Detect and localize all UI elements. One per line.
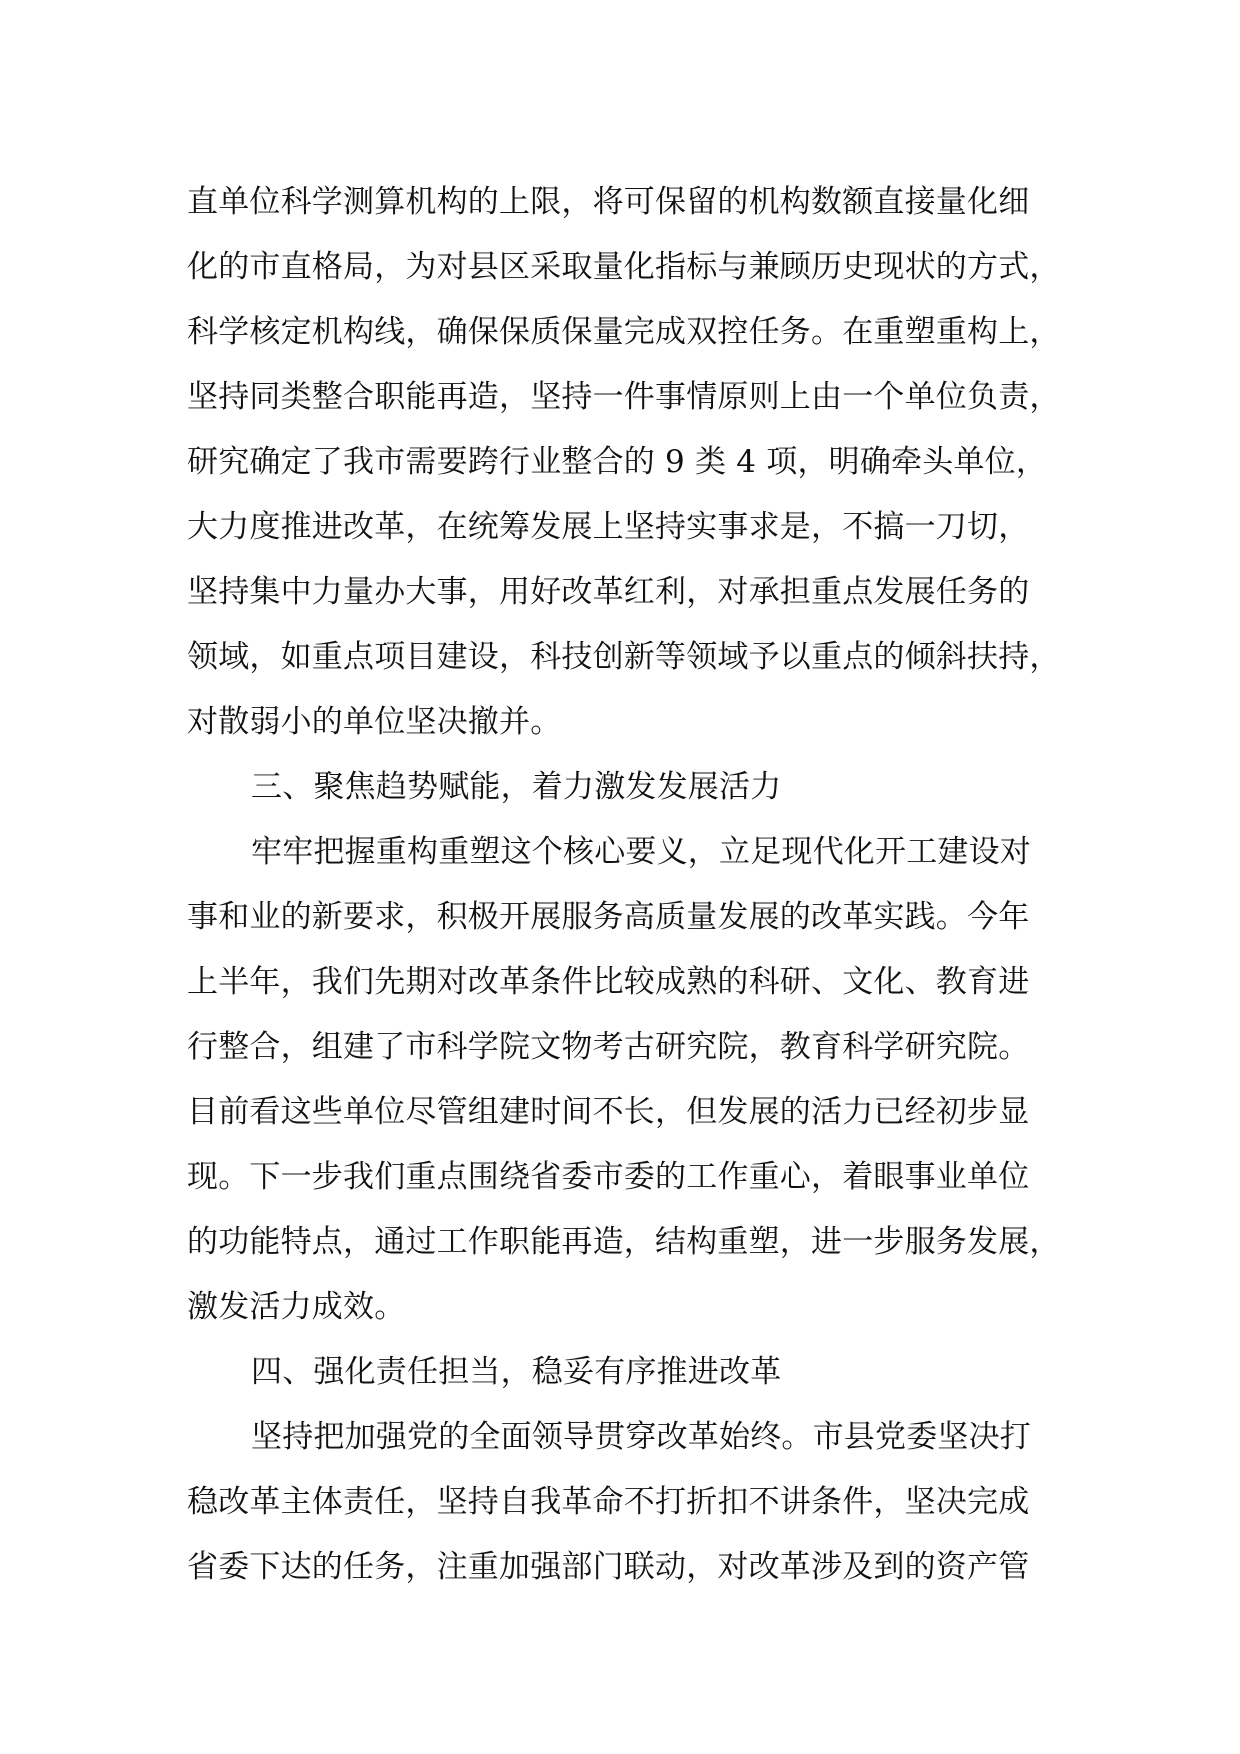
body-line: 领域，如重点项目建设，科技创新等领域予以重点的倾斜扶持， [187,639,1061,675]
body-line: 省委下达的任务，注重加强部门联动，对改革涉及到的资产管 [187,1549,1030,1585]
body-line: 目前看这些单位尽管组建时间不长，但发展的活力已经初步显 [187,1094,1030,1130]
section-heading: 三、聚焦趋势赋能，着力激发发展活力 [251,769,782,805]
body-line: 大力度推进改革，在统筹发展上坚持实事求是，不搞一刀切， [187,509,1030,545]
body-line: 事和业的新要求，积极开展服务高质量发展的改革实践。今年 [187,899,1030,935]
body-line: 坚持集中力量办大事，用好改革红利，对承担重点发展任务的 [187,574,1030,610]
body-line: 化的市直格局，为对县区采取量化指标与兼顾历史现状的方式， [187,249,1061,285]
body-line: 对散弱小的单位坚决撤并。 [187,704,562,740]
body-line: 坚持把加强党的全面领导贯穿改革始终。市县党委坚决打 [251,1419,1031,1455]
body-line: 上半年，我们先期对改革条件比较成熟的科研、文化、教育进 [187,964,1030,1000]
document-body [187,170,1087,1600]
body-line: 坚持同类整合职能再造，坚持一件事情原则上由一个单位负责， [187,379,1061,415]
body-line: 激发活力成效。 [187,1289,406,1325]
body-line: 科学核定机构线，确保保质保量完成双控任务。在重塑重构上， [187,314,1061,350]
body-line: 牢牢把握重构重塑这个核心要义，立足现代化开工建设对 [251,834,1031,870]
body-line: 的功能特点，通过工作职能再造，结构重塑，进一步服务发展， [187,1224,1061,1260]
body-line: 行整合，组建了市科学院文物考古研究院，教育科学研究院。 [187,1029,1030,1065]
section-heading: 四、强化责任担当，稳妥有序推进改革 [251,1354,782,1390]
body-line: 稳改革主体责任，坚持自我革命不打折扣不讲条件，坚决完成 [187,1484,1030,1520]
body-line: 直单位科学测算机构的上限，将可保留的机构数额直接量化细 [187,184,1030,220]
body-line: 现。下一步我们重点围绕省委市委的工作重心，着眼事业单位 [187,1159,1030,1195]
body-line: 研究确定了我市需要跨行业整合的 9 类 4 项，明确牵头单位， [187,444,1048,480]
